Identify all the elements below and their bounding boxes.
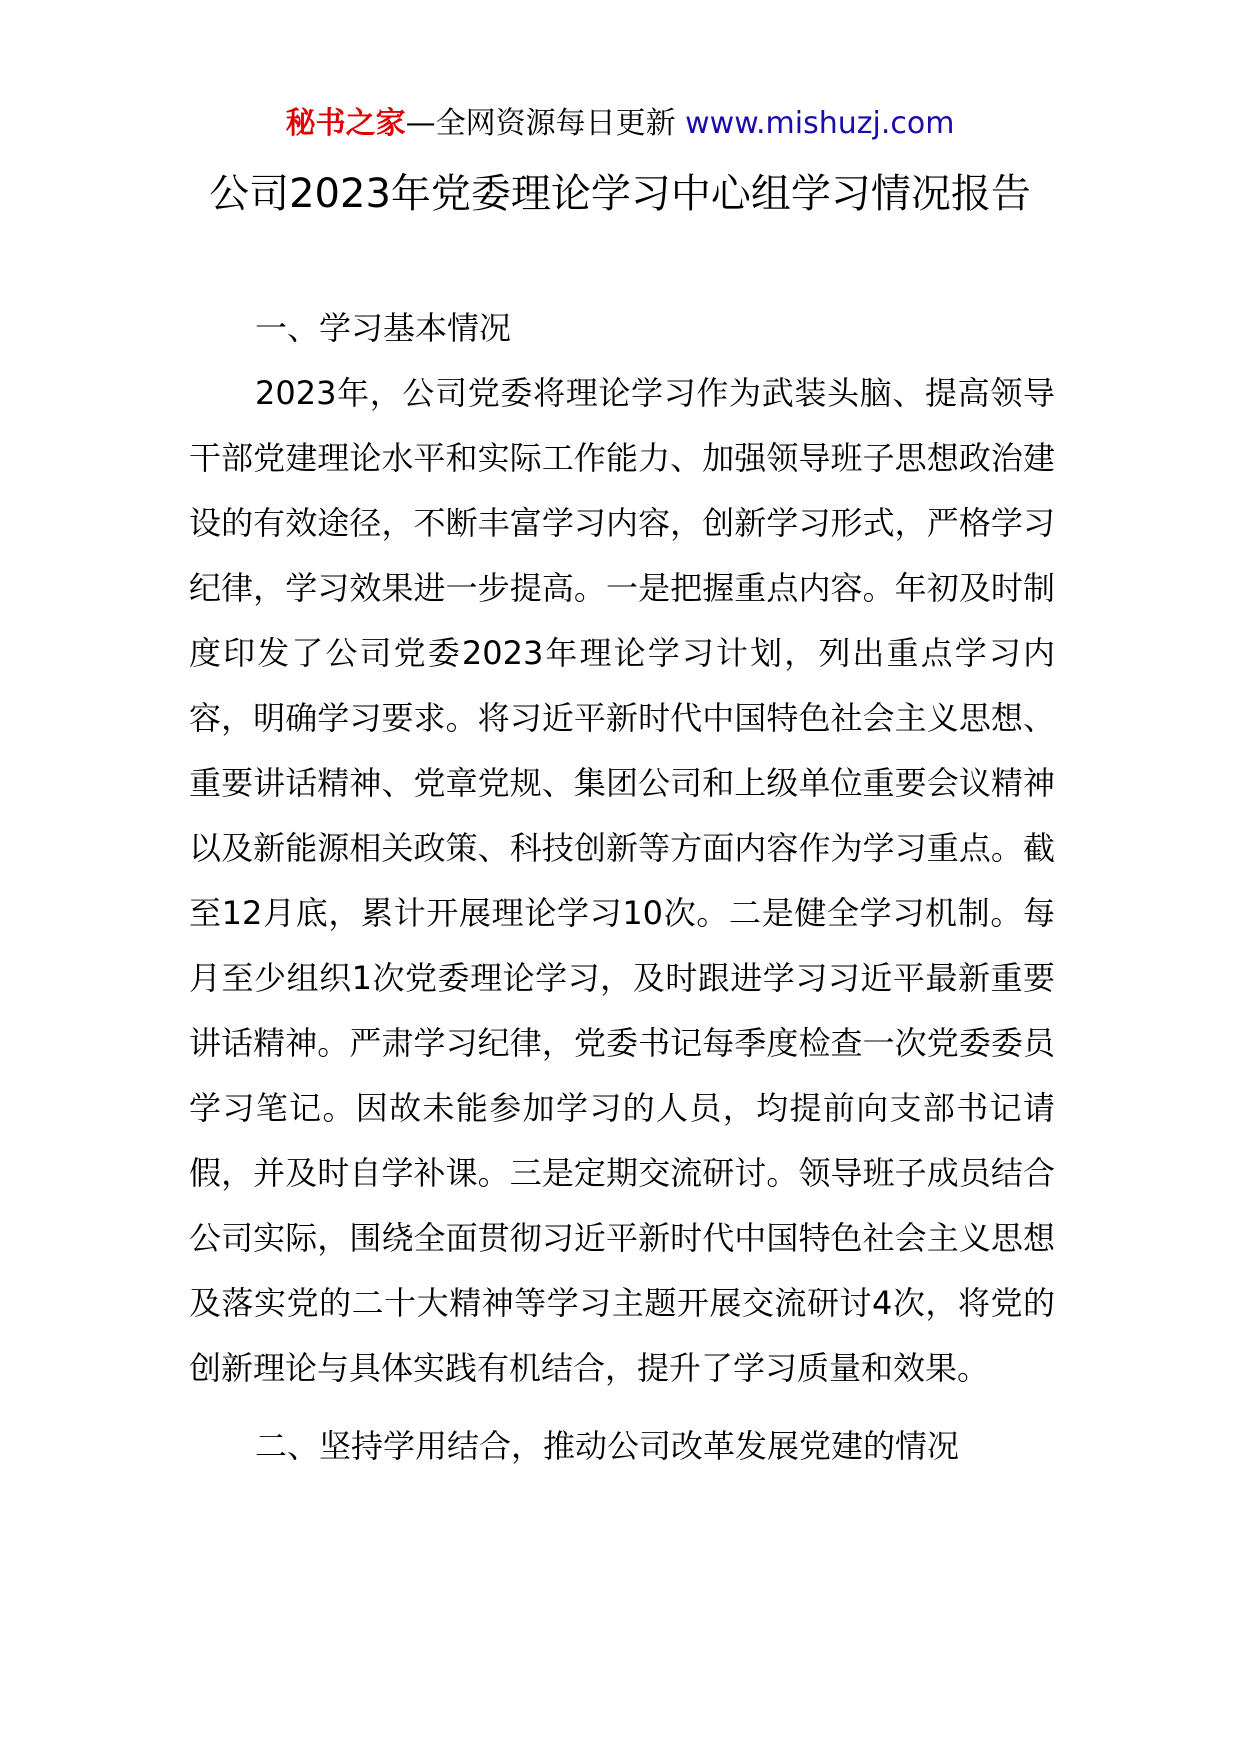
site-url-link[interactable]: www.mishuzj.com	[685, 106, 955, 141]
banner-tagline: —全网资源每日更新	[405, 106, 686, 141]
brand-name: 秘书之家	[285, 106, 406, 141]
section-1-paragraph: 2023年，公司党委将理论学习作为武装头脑、提高领导干部党建理论水平和实际工作能力、加强领导班子思想政治建设的有效途径，不断丰富学习内容，创新学习形式，严格学习纪律，学习效果进一步提高。一是把握重点内容。年初及时制度印发了公司党委2023年理论学习计划，列出重点学习内容，明确学习要求。将习近平新时代中国特色社会主义思想、重要讲话精神、党章党规、集团公司和上级单位重要会议精神以及新能源相关政策、科技创新等方面内容作为学习重点。截至12月底，累计开展理论学习10次。二是健全学习机制。每月至少组织1次党委理论学习，及时跟进学习习近平最新重要讲话精神。严肃学习纪律，党委书记每季度检查一次党委委员学习笔记。因故未能参加学习的人员，均提前向支部书记请假，并及时自学补课。三是定期交流研讨。领导班子成员结合公司实际，围绕全面贯彻习近平新时代中国特色社会主义思想及落实党的二十大精神等学习主题开展交流研讨4次，将党的创新理论与具体实践有机结合，提升了学习质量和效果。	[189, 374, 1055, 1387]
site-banner	[0, 104, 1240, 144]
section-1-heading: 一、学习基本情况	[255, 309, 512, 347]
document-title: 公司2023年党委理论学习中心组学习情况报告	[209, 171, 1031, 217]
document-body	[189, 296, 1055, 1479]
section-2-heading: 二、坚持学用结合，推动公司改革发展党建的情况	[255, 1427, 960, 1465]
